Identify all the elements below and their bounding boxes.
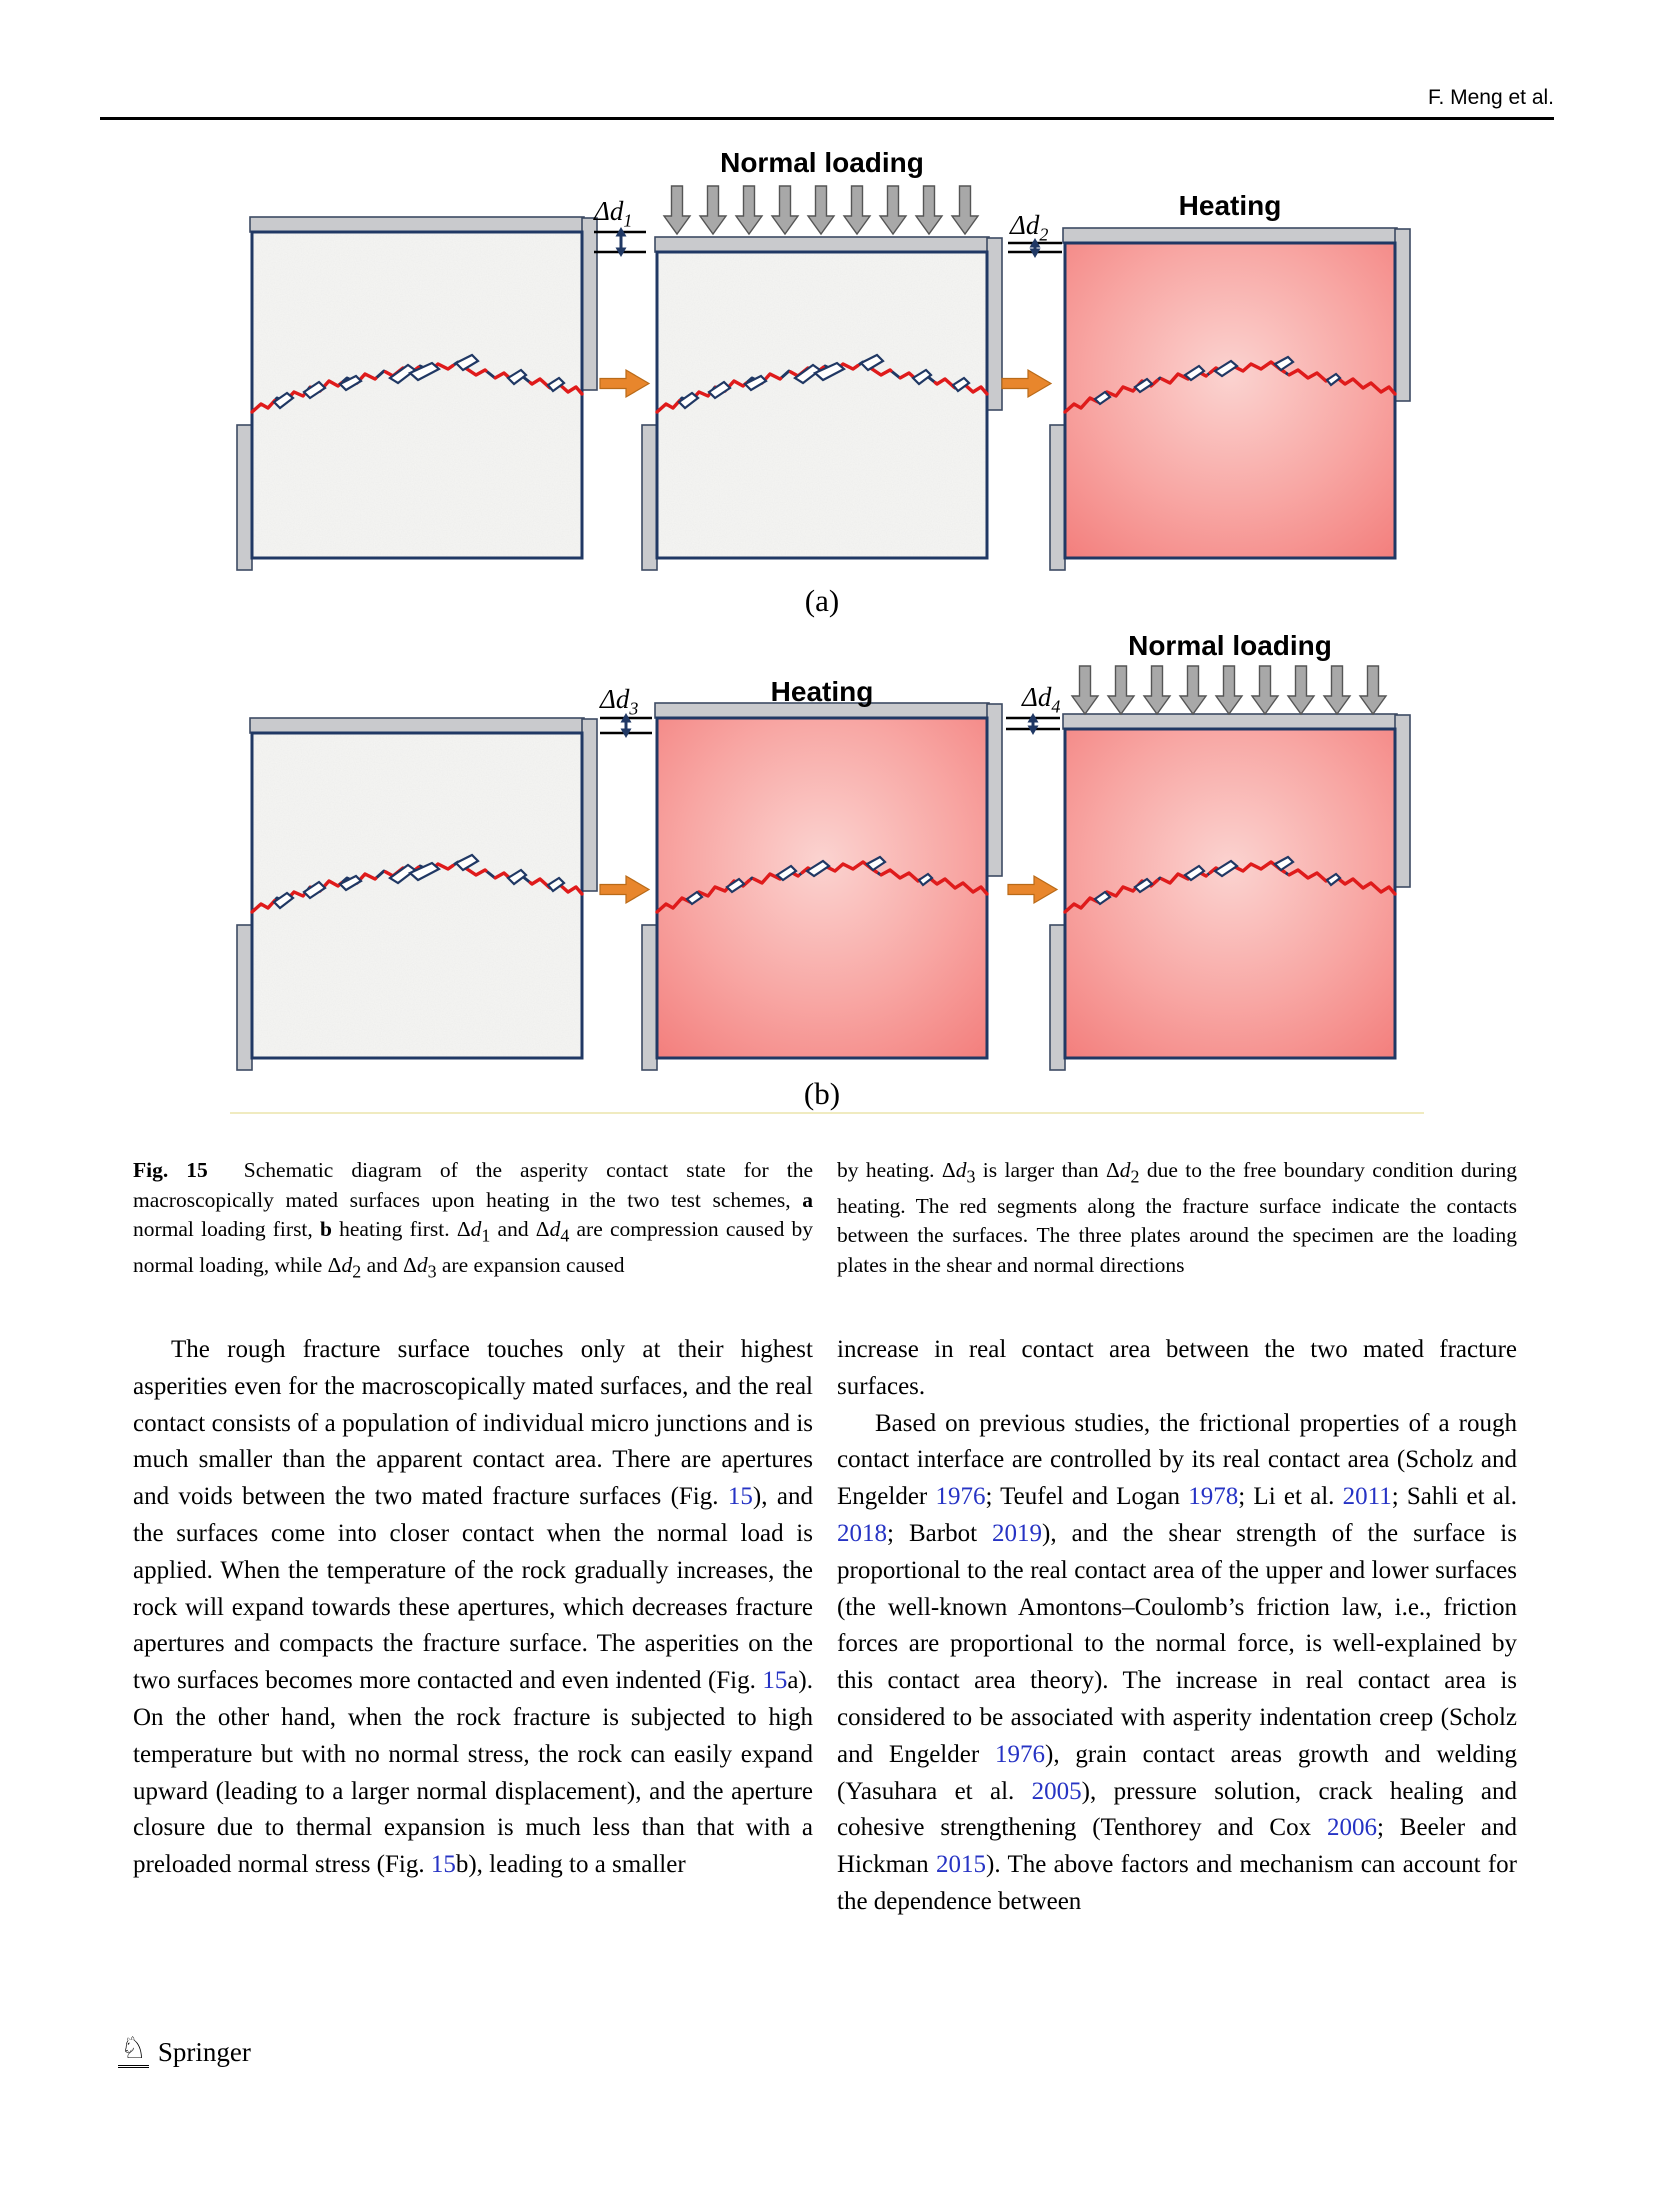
caption-right-column: by heating. $\Delta d_3$ is larger than $\Delta d_2$ due to the free boundary condition during heating. The red segments along the fracture surface indicate the contacts between the surfaces. The three plates around the specimen are the loading plates in the shear and normal directions	[837, 1158, 1517, 1278]
label-delta-d4: $\Delta d_4$	[1022, 682, 1061, 717]
body-left-column	[133, 1332, 813, 1921]
specimen-b-heated	[642, 703, 1002, 1070]
running-head-author: F. Meng et al.	[1427, 86, 1554, 109]
transition-arrow-icon	[600, 370, 649, 397]
citation-link[interactable]: 2015	[936, 1851, 986, 1879]
figure-caption	[133, 1156, 1517, 1287]
citation-link[interactable]: 2018	[837, 1519, 887, 1547]
specimen-a-heated	[1050, 228, 1410, 570]
panel-label-b: (b)	[803, 1076, 841, 1111]
specimen-a-initial	[237, 217, 597, 570]
normal-load-arrows-icon	[664, 186, 978, 234]
publisher-name: Springer	[157, 2037, 251, 2067]
paragraph: The rough fracture surface touches only at their highest asperities even for the macroscopically mated surfaces, and the real contact consists of a population of individual micro junctions and is much smaller than the apparent contact area. There are apertures and voids between the two mated fracture surfaces (Fig. 15), and the surfaces come into closer contact when the normal load is applied. When the temperature of the rock gradually increases, the rock will expand towards these apertures, which decreases fracture apertures and compacts the fracture surface. The asperities on the two surfaces becomes more contacted and even indented (Fig. 15a). On the other hand, when the rock fracture is subjected to high temperature but with no normal stress, the rock can easily expand upward (leading to a larger normal displacement), and the aperture closure due to thermal expansion is much less than that with a preloaded normal stress (Fig. 15b), leading to a smaller	[133, 1336, 814, 1879]
specimen-b-loaded	[1050, 714, 1410, 1070]
specimen-a-loaded	[642, 237, 1002, 570]
transition-arrow-icon	[1002, 370, 1051, 397]
citation-link[interactable]: 2005	[1031, 1777, 1082, 1805]
specimen-b-initial	[237, 718, 597, 1070]
label-delta-d3: $\Delta d_3$	[600, 684, 639, 719]
citation-link[interactable]: 15	[727, 1483, 753, 1511]
citation-link[interactable]: 2006	[1326, 1814, 1377, 1842]
paragraph: increase in real contact area between the two mated fracture surfaces.	[837, 1336, 1517, 1400]
citation-link[interactable]: 1976	[995, 1740, 1046, 1768]
paragraph: Based on previous studies, the frictional properties of a rough contact interface are controlled by its real contact area (Scholz and Engelder 1976; Teufel and Logan 1978; Li et al. 2011; Sahli et al. 2018; Barbot 2019), and the shear strength of the surface is proportional to the real contact area of the upper and lower surfaces (the well-known Amontons–Coulomb’s friction law, i.e., friction forces are proportional to the normal force, is well-explained by this contact area theory). The increase in real contact area is considered to be associated with asperity indentation creep (Scholz and Engelder 1976), grain contact areas growth and welding (Yasuhara et al. 2005), pressure solution, crack healing and cohesive strengthening (Tenthorey and Cox 2006; Beeler and Hickman 2015). The above factors and mechanism can account for the dependence between	[837, 1409, 1518, 1915]
citation-link[interactable]: 15	[762, 1667, 788, 1695]
figure-caption-separator	[230, 1112, 1424, 1114]
label-normal-loading-b: Normal loading	[1128, 630, 1332, 661]
transition-arrow-icon	[600, 876, 649, 903]
citation-link[interactable]: 2019	[992, 1519, 1043, 1547]
springer-logo-icon: ♘	[120, 2031, 147, 2066]
label-delta-d2: $\Delta d_2$	[1010, 210, 1049, 245]
citation-link[interactable]: 2011	[1342, 1483, 1392, 1511]
citation-link[interactable]: 15	[430, 1851, 456, 1879]
body-right-column	[837, 1332, 1517, 1921]
transition-arrow-icon	[1008, 876, 1057, 903]
body-text	[133, 1332, 1517, 1921]
citation-link[interactable]: 1978	[1188, 1483, 1239, 1511]
citation-link[interactable]: 1976	[935, 1483, 986, 1511]
panel-label-a: (a)	[804, 583, 840, 618]
label-heating-b: Heating	[770, 676, 874, 707]
caption-left-column: Fig. 15 Schematic diagram of the asperity contact state for the macroscopically mated surfaces upon heating in the two test schemes, a normal loading first, b heating first. $\Delta d_1$ and $\Delta d_4$ are compression caused by normal loading, while $\Delta d_2$ and $\Delta d_3$ are expansion caused	[133, 1158, 814, 1282]
displacement-indicator-d1	[594, 227, 646, 257]
label-normal-loading-a: Normal loading	[720, 147, 924, 178]
label-delta-d1: $\Delta d_1$	[594, 196, 633, 231]
normal-load-arrows-icon	[1072, 666, 1386, 714]
publisher-footer	[118, 2031, 251, 2068]
label-heating-a: Heating	[1178, 190, 1282, 221]
